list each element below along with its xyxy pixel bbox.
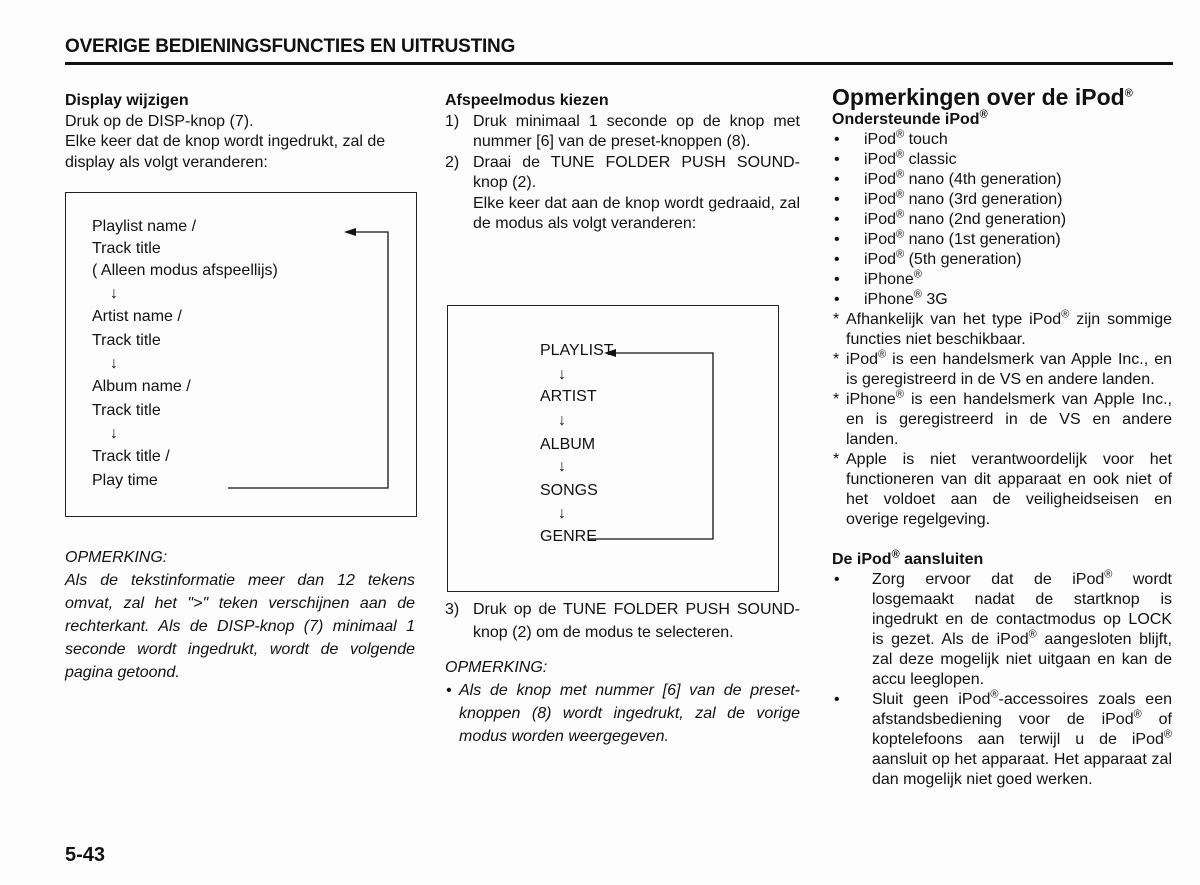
model-name: iPhone® xyxy=(864,268,922,288)
diagram-item: Album name / xyxy=(92,378,191,395)
mode-item: PLAYLIST xyxy=(540,342,614,359)
asterisk: * xyxy=(833,351,840,368)
model-name: iPod® nano (3rd generation) xyxy=(864,188,1063,208)
display-line: Druk op de DISP-knop (7). xyxy=(65,112,254,130)
connect-heading: De iPod® aansluiten xyxy=(832,548,984,568)
down-arrow-icon: ↓ xyxy=(558,458,566,475)
note-item xyxy=(832,350,1172,390)
note-item xyxy=(832,390,1172,450)
down-arrow-icon: ↓ xyxy=(558,366,566,383)
section-title: OVERIGE BEDIENINGSFUNCTIES EN UITRUSTING xyxy=(65,36,516,57)
model-item xyxy=(832,210,1172,230)
mode-item: SONGS xyxy=(540,482,598,499)
model-item xyxy=(832,270,1172,290)
column-playmode xyxy=(445,91,800,235)
bullet: • xyxy=(834,571,840,588)
model-name: iPod® nano (2nd generation) xyxy=(864,208,1067,228)
mode-item: ARTIST xyxy=(540,388,597,405)
diagram-item: Artist name / xyxy=(92,308,182,325)
diagram-item: Track title xyxy=(92,332,161,349)
model-name: iPod® classic xyxy=(864,148,957,168)
model-name: iPod® (5th generation) xyxy=(864,248,1022,268)
bullet: • xyxy=(834,251,840,268)
model-name: iPod® touch xyxy=(864,128,948,148)
connect-item xyxy=(832,690,1172,790)
model-item xyxy=(832,190,1172,210)
model-list xyxy=(832,130,1172,310)
bullet: • xyxy=(834,211,840,228)
page-number: 5-43 xyxy=(65,844,106,866)
asterisk: * xyxy=(833,391,840,408)
asterisk: * xyxy=(833,311,840,328)
connect-text: Sluit geen iPod®-accessoires zoals een afstandsbediening voor de iPod® of koptelefoons aan terwijl u de iPod® aansluit op het apparaat. Het apparaat zal dan mogelijk niet goed werken. xyxy=(872,688,1172,788)
bullet: • xyxy=(834,271,840,288)
diagram-item: ( Alleen modus afspeellijs) xyxy=(92,262,278,279)
step-2: 2) Draai de TUNE FOLDER PUSH SOUND-knop (2). Elke keer dat aan de knop wordt gedraaid, zal de modus als volgt veranderen: xyxy=(445,153,800,232)
asterisk: * xyxy=(833,451,840,468)
column-display xyxy=(65,91,415,173)
note-text: Apple is niet verantwoordelijk voor het functioneren van dit apparaat en ook niet of het voldoet aan de veiligheidseisen en overige regelgeving. xyxy=(846,451,1172,528)
model-item xyxy=(832,130,1172,150)
note-text: Afhankelijk van het type iPod® zijn sommige functies niet beschikbaar. xyxy=(846,308,1172,348)
connect-text: Zorg ervoor dat de iPod® wordt losgemaakt nadat de startknop is ingedrukt en de contactmodus op LOCK is gezet. Als de iPod® aangesloten blijft, zal deze mogelijk niet uitgaan en kan de accu leeglopen. xyxy=(872,568,1173,688)
note-text: iPod® is een handelsmerk van Apple Inc., en is geregistreerd in de VS en andere landen. xyxy=(846,348,1172,388)
step-3-block xyxy=(445,598,800,748)
display-line: Elke keer dat de knop wordt ingedrukt, zal de display als volgt veranderen: xyxy=(65,133,386,171)
diagram-item: Play time xyxy=(92,472,158,489)
model-name: iPod® nano (1st generation) xyxy=(864,228,1061,248)
ipod-title: Opmerkingen over de iPod® xyxy=(832,84,1133,110)
down-arrow-icon: ↓ xyxy=(558,505,566,522)
ipod-notes xyxy=(832,310,1172,530)
model-item xyxy=(832,170,1172,190)
bullet: • xyxy=(834,231,840,248)
column-ipod xyxy=(832,84,1172,790)
note-text: Als de tekstinformatie meer dan 12 tekens omvat, zal het ">" teken verschijnen aan de rechterkant. Als de DISP-knop (7) minimaal 1 seconde wordt ingedrukt, wordt de volgende pagina getoond. xyxy=(65,572,415,681)
connect-item xyxy=(832,570,1172,690)
header-rule xyxy=(65,62,1173,65)
bullet: • xyxy=(834,131,840,148)
diagram-item: Track title / xyxy=(92,448,170,465)
bullet: • xyxy=(834,191,840,208)
connect-list xyxy=(832,570,1172,790)
model-item xyxy=(832,250,1172,270)
step-1: 1) Druk minimaal 1 seconde op de knop met nummer [6] van de preset-knoppen (8). xyxy=(445,112,800,150)
supported-heading: Ondersteunde iPod® xyxy=(832,108,988,128)
display-note xyxy=(65,546,415,684)
note-item xyxy=(832,450,1172,530)
mode-item: GENRE xyxy=(540,528,597,545)
note-label: OPMERKING: xyxy=(445,659,548,676)
down-arrow-icon: ↓ xyxy=(110,425,118,442)
model-name: iPod® nano (4th generation) xyxy=(864,168,1062,188)
display-heading: Display wijzigen xyxy=(65,92,189,109)
diagram-item: Playlist name / xyxy=(92,218,197,235)
down-arrow-icon: ↓ xyxy=(110,285,118,302)
bullet: • xyxy=(834,151,840,168)
step-3: 3) Druk op de TUNE FOLDER PUSH SOUND-knop (2) om de modus te selecteren. xyxy=(445,601,800,641)
bullet: • xyxy=(834,171,840,188)
diagram-item: Track title xyxy=(92,402,161,419)
model-item xyxy=(832,150,1172,170)
note-item xyxy=(832,310,1172,350)
diagram-item: Track title xyxy=(92,240,161,257)
note-text: • Als de knop met nummer [6] van de preset-knoppen (8) wordt ingedrukt, zal de vorige modus worden weergegeven. xyxy=(446,681,800,745)
bullet: • xyxy=(834,291,840,308)
down-arrow-icon: ↓ xyxy=(110,355,118,372)
model-item xyxy=(832,230,1172,250)
note-text: iPhone® is een handelsmerk van Apple Inc., en is geregistreerd in de VS en andere landen. xyxy=(846,388,1172,448)
playmode-heading: Afspeelmodus kiezen xyxy=(445,92,609,109)
model-name: iPhone® 3G xyxy=(864,288,948,308)
down-arrow-icon: ↓ xyxy=(558,412,566,429)
model-item xyxy=(832,290,1172,310)
bullet: • xyxy=(834,691,840,708)
note-label: OPMERKING: xyxy=(65,549,168,566)
mode-item: ALBUM xyxy=(540,436,596,453)
